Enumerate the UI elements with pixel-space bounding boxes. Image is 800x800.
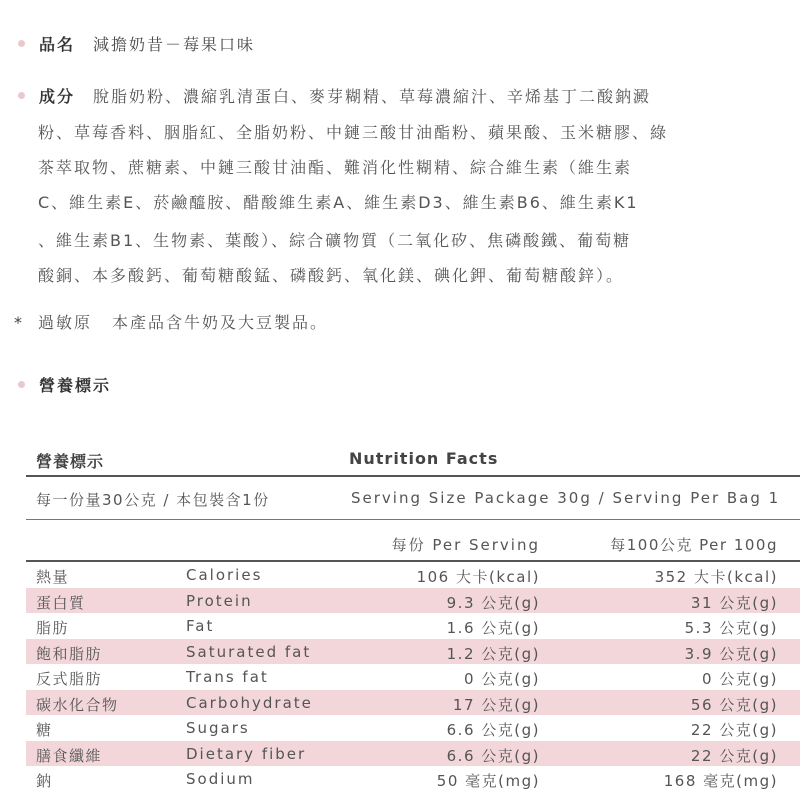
table-rule [26,475,800,477]
serving-size-zh: 每一份量30公克 / 本包裝含1份 [36,491,270,509]
table-row [26,741,800,767]
nutrient-name-zh: 鈉 [36,772,53,790]
value-per-100g: 31 公克(g) [690,593,778,612]
ingredients-line: 粉、草莓香料、胭脂紅、全脂奶粉、中鏈三酸甘油酯粉、蘋果酸、玉米糖膠、綠 [38,123,669,142]
value-per-100g: 3.9 公克(g) [684,644,778,663]
nutrient-name-zh: 脂肪 [36,619,70,637]
ingredients-row [18,84,651,107]
value-per-100g: 168 毫克(mg) [663,772,778,790]
ingredients-line: 茶萃取物、蔗糖素、中鏈三酸甘油酯、難消化性糊精、綜合維生素（維生素 [38,158,633,177]
table-row [26,588,800,614]
value-per-serving: 0 公克(g) [463,670,540,688]
value-per-100g: 5.3 公克(g) [684,619,778,637]
nutrient-name-en: Protein [186,591,253,610]
nutrient-name-zh: 熱量 [36,568,70,586]
ingredients-line: 酸銅、本多酸鈣、葡萄糖酸錳、磷酸鈣、氧化鎂、碘化鉀、葡萄糖酸鋅）。 [38,266,625,285]
bullet-dot-icon [18,40,25,47]
value-per-serving: 50 毫克(mg) [436,772,540,790]
allergen-text: 本產品含牛奶及大豆製品。 [112,313,329,332]
ingredients-line: C、維生素E、菸鹼醯胺、醋酸維生素A、維生素D3、維生素B6、維生素K1 [38,193,639,212]
value-per-serving: 106 大卡(kcal) [416,568,540,586]
value-per-serving: 1.6 公克(g) [446,619,540,637]
nutrient-name-zh: 糖 [36,721,53,739]
nutrient-name-en: Dietary fiber [186,744,307,763]
product-name-row [18,32,255,55]
nutrition-heading-row [18,373,129,396]
asterisk-icon: * [14,313,24,332]
col-header-per-100g: 每100公克 Per 100g [610,536,778,554]
nutrient-name-zh: 蛋白質 [36,593,86,612]
table-rule [26,519,800,520]
value-per-100g: 22 公克(g) [690,721,778,739]
ingredients-line: 脫脂奶粉、濃縮乳清蛋白、麥芽糊精、草莓濃縮汁、辛烯基丁二酸鈉澱 [93,87,652,106]
value-per-100g: 56 公克(g) [690,695,778,714]
table-row [26,664,800,690]
value-per-100g: 22 公克(g) [690,746,778,765]
nutrition-heading: 營養標示 [39,376,112,395]
nutrient-name-en: Sodium [186,770,255,788]
allergen-row [14,310,328,333]
value-per-serving: 1.2 公克(g) [446,644,540,663]
value-per-serving: 17 公克(g) [452,695,540,714]
nutrient-name-en: Carbohydrate [186,693,313,712]
product-name-label: 品名 [39,35,76,54]
table-row [26,639,800,665]
nutrient-name-zh: 碳水化合物 [36,695,119,714]
table-title-en: Nutrition Facts [349,449,499,468]
bullet-dot-icon [18,381,25,388]
nutrient-name-en: Fat [186,617,215,635]
table-title-zh: 營養標示 [36,452,105,471]
value-per-serving: 6.6 公克(g) [446,746,540,765]
table-row [26,690,800,716]
nutrient-name-zh: 膳食纖維 [36,746,103,765]
table-row [26,715,800,741]
product-name-value: 減擔奶昔－莓果口味 [93,35,256,54]
table-row [26,766,800,792]
ingredients-label: 成分 [39,87,76,106]
bullet-dot-icon [18,92,25,99]
nutrient-name-zh: 飽和脂肪 [36,644,103,663]
value-per-serving: 9.3 公克(g) [446,593,540,612]
col-header-per-serving: 每份 Per Serving [391,536,540,554]
nutrient-name-zh: 反式脂肪 [36,670,103,688]
value-per-serving: 6.6 公克(g) [446,721,540,739]
nutrient-name-en: Calories [186,566,263,584]
table-row [26,562,800,588]
nutrient-name-en: Saturated fat [186,642,312,661]
value-per-100g: 0 公克(g) [701,670,778,688]
serving-size-en: Serving Size Package 30g / Serving Per Bag 1 [351,489,781,507]
ingredients-line: 、維生素B1、生物素、葉酸）、綜合礦物質（二氧化矽、焦磷酸鐵、葡萄糖 [38,231,632,250]
nutrient-name-en: Trans fat [186,668,269,686]
allergen-label: 過敏原 [38,313,93,332]
nutrient-name-en: Sugars [186,719,250,737]
table-row [26,613,800,639]
value-per-100g: 352 大卡(kcal) [654,568,778,586]
